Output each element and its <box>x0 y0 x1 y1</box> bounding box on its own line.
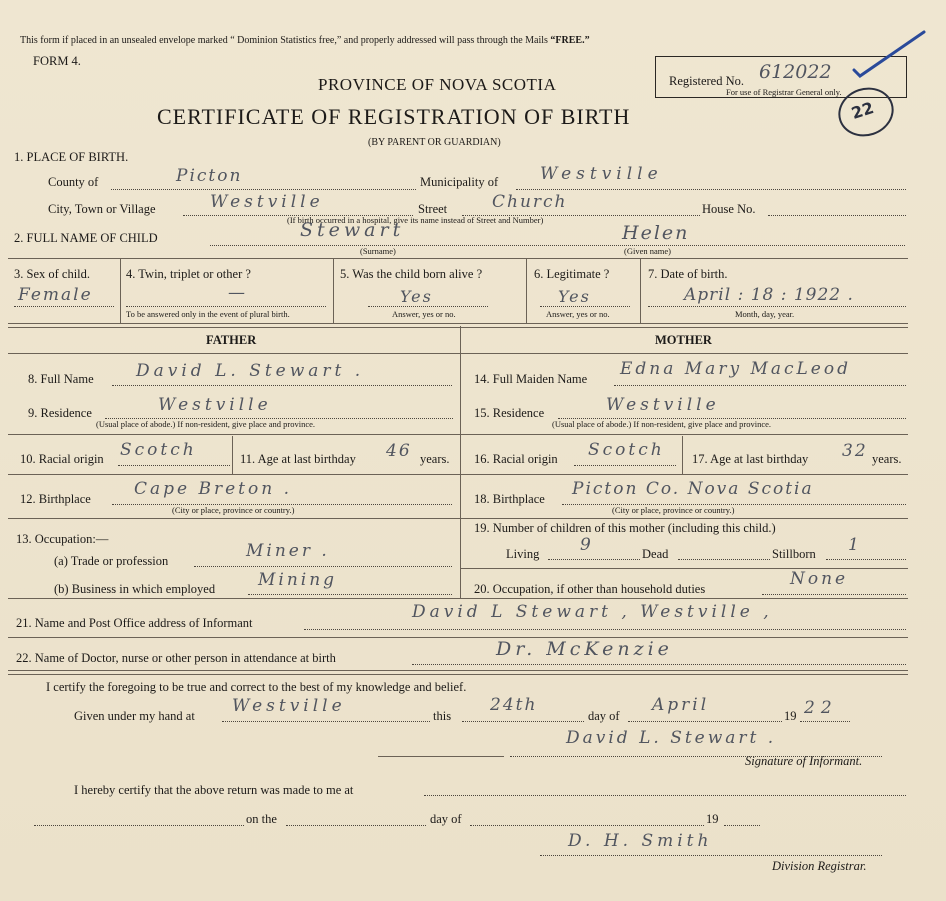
legitimate-note: Answer, yes or no. <box>546 309 610 319</box>
province-heading: PROVINCE OF NOVA SCOTIA <box>318 75 557 94</box>
occupation-heading: 13. Occupation:— <box>16 532 109 546</box>
registrar-signature: D. H. Smith <box>568 831 713 851</box>
father-age-divider <box>232 436 233 474</box>
father-racial-line <box>118 465 230 466</box>
child-surname-value: Stewart <box>300 219 405 241</box>
date-note: Month, day, year. <box>735 309 795 319</box>
trade-value: Miner . <box>246 541 330 561</box>
stillborn-line <box>826 559 906 560</box>
dead-label: Dead <box>642 547 669 561</box>
month-value: April <box>652 695 710 715</box>
mother-rule-1 <box>460 434 908 435</box>
mother-age-value: 32 <box>842 441 868 461</box>
registered-number: 612022 <box>759 61 832 83</box>
mother-name-line <box>614 385 906 386</box>
father-rule-1 <box>8 434 460 435</box>
county-label: County of <box>48 175 99 189</box>
parents-rule <box>8 323 908 328</box>
surname-caption: (Surname) <box>360 246 396 256</box>
row-divider-3 <box>526 258 527 323</box>
registrar-day-line <box>286 825 426 826</box>
registrar-signature-line <box>540 855 882 856</box>
mother-occupation-label: 20. Occupation, if other than household duties <box>474 582 706 596</box>
mother-residence-note: (Usual place of abode.) If non-resident, give place and province. <box>552 419 772 429</box>
date-value: April : 18 : 1922 . <box>684 285 854 305</box>
child-given-value: Helen <box>622 222 690 244</box>
alive-note: Answer, yes or no. <box>392 309 456 319</box>
municipality-value: Westville <box>540 164 663 184</box>
signature-stub-line <box>378 756 504 757</box>
father-name-value: David L. Stewart . <box>136 361 365 381</box>
mail-free-text: “FREE.” <box>550 35 590 46</box>
father-years-label: years. <box>420 452 450 466</box>
mail-note <box>20 36 590 46</box>
mother-rule-2 <box>460 474 908 475</box>
registrar-year-line <box>724 825 760 826</box>
mother-rule-3 <box>460 518 908 519</box>
informant-label: 21. Name and Post Office address of Informant <box>16 616 253 630</box>
alive-line <box>368 306 488 307</box>
year-line <box>800 721 850 722</box>
legitimate-line <box>540 306 630 307</box>
certification-rule <box>8 670 908 675</box>
month-line <box>628 721 782 722</box>
stillborn-label: Stillborn <box>772 547 816 561</box>
informant-rule <box>8 637 908 638</box>
mother-birthplace-value: Picton Co. Nova Scotia <box>572 479 814 499</box>
mother-occupation-line <box>762 594 906 595</box>
stamp-mark: 22 <box>848 98 877 123</box>
doctor-line <box>412 664 906 665</box>
year-prefix-label: 19 <box>784 709 797 723</box>
form-number: FORM 4. <box>33 54 81 68</box>
date-line <box>648 306 906 307</box>
day-of-label: day of <box>588 709 620 723</box>
street-label: Street <box>418 202 448 216</box>
living-value: 9 <box>580 535 593 555</box>
certificate-subtitle: (BY PARENT OR GUARDIAN) <box>368 137 501 148</box>
city-label: City, Town or Village <box>48 202 156 216</box>
on-the-label: on the <box>246 812 277 826</box>
living-line <box>548 559 640 560</box>
living-label: Living <box>506 547 540 561</box>
day-line <box>462 721 584 722</box>
certify-statement: I certify the foregoing to be true and correct to the best of my knowledge and belief. <box>46 680 467 694</box>
county-line <box>111 189 416 190</box>
row-divider-2 <box>333 258 334 323</box>
mother-racial-label: 16. Racial origin <box>474 452 558 466</box>
house-label: House No. <box>702 202 756 216</box>
doctor-label: 22. Name of Doctor, nurse or other person in attendance at birth <box>16 651 336 665</box>
mother-birthplace-label: 18. Birthplace <box>474 492 545 506</box>
sex-label: 3. Sex of child. <box>14 267 91 281</box>
registrar-place-line <box>424 795 906 796</box>
twin-value: — <box>228 283 247 303</box>
twin-note: To be answered only in the event of plural birth. <box>126 309 290 319</box>
mother-residence-label: 15. Residence <box>474 406 545 420</box>
father-residence-value: Westville <box>158 395 272 415</box>
mother-occupation-value: None <box>790 569 849 589</box>
doctor-value: Dr. McKenzie <box>496 638 673 660</box>
parents-bottom-rule <box>8 598 908 599</box>
trade-label: (a) Trade or profession <box>54 554 169 568</box>
hospital-note: (If birth occurred in a hospital, give its name instead of Street and Number) <box>287 215 544 225</box>
mother-age-label: 17. Age at last birthday <box>692 452 809 466</box>
given-place-line <box>222 721 430 722</box>
father-rule-2 <box>8 474 460 475</box>
city-value: Westville <box>210 192 324 212</box>
municipality-label: Municipality of <box>420 175 499 189</box>
informant-signature: David L. Stewart . <box>566 728 777 748</box>
father-residence-note: (Usual place of abode.) If non-resident, give place and province. <box>96 419 316 429</box>
mother-name-label: 14. Full Maiden Name <box>474 372 588 386</box>
given-place-value: Westville <box>232 696 346 716</box>
informant-line <box>304 629 906 630</box>
stillborn-value: 1 <box>848 535 861 555</box>
sex-value: Female <box>18 285 93 305</box>
child-name-line <box>210 245 905 246</box>
twin-label: 4. Twin, triplet or other ? <box>126 267 251 281</box>
registrar-year-prefix: 19 <box>706 812 719 826</box>
row-divider-1 <box>120 258 121 323</box>
father-heading: FATHER <box>206 333 257 347</box>
registered-label: Registered No. <box>669 74 744 88</box>
trade-line <box>194 566 452 567</box>
child-name-label: 2. FULL NAME OF CHILD <box>14 231 158 245</box>
sex-line <box>14 306 114 307</box>
father-age-value: 46 <box>386 441 412 461</box>
registrar-place-line-2 <box>34 825 244 826</box>
informant-value: David L Stewart , Westville , <box>412 602 773 622</box>
mother-residence-value: Westville <box>606 395 720 415</box>
father-racial-value: Scotch <box>120 440 197 460</box>
father-residence-label: 9. Residence <box>28 406 92 420</box>
mail-note-text: This form if placed in an unsealed envelope marked “ Dominion Statistics free,” and properly addressed will pass through the Mails <box>20 35 548 46</box>
alive-label: 5. Was the child born alive ? <box>340 267 483 281</box>
year-value: 22 <box>804 698 838 718</box>
father-age-label: 11. Age at last birthday <box>240 452 356 466</box>
registrar-day-of-label: day of <box>430 812 462 826</box>
heading-rule <box>8 353 908 354</box>
business-label: (b) Business in which employed <box>54 582 216 596</box>
house-line <box>768 215 906 216</box>
registrar-month-line <box>470 825 704 826</box>
parents-divider <box>460 326 461 598</box>
county-value: Picton <box>176 166 243 186</box>
twin-line <box>126 306 326 307</box>
mother-racial-line <box>574 465 676 466</box>
given-label: Given under my hand at <box>74 709 195 723</box>
day-value: 24th <box>490 695 538 715</box>
date-label: 7. Date of birth. <box>648 267 728 281</box>
legitimate-label: 6. Legitimate ? <box>534 267 610 281</box>
mother-name-value: Edna Mary MacLeod <box>620 359 851 379</box>
this-label: this <box>433 709 452 723</box>
given-caption: (Given name) <box>624 246 671 256</box>
mother-racial-value: Scotch <box>588 440 665 460</box>
business-line <box>248 594 452 595</box>
check-mark-icon <box>850 28 930 78</box>
business-value: Mining <box>258 570 338 590</box>
alive-value: Yes <box>400 287 433 306</box>
father-rule-3 <box>8 518 460 519</box>
registrar-statement: I hereby certify that the above return was made to me at <box>74 783 354 797</box>
mother-heading: MOTHER <box>655 333 712 347</box>
legitimate-value: Yes <box>558 287 591 306</box>
row-rule-top <box>8 258 908 259</box>
municipality-line <box>516 189 906 190</box>
place-of-birth-heading: 1. PLACE OF BIRTH. <box>14 150 129 164</box>
father-birthplace-value: Cape Breton . <box>134 479 292 499</box>
father-racial-label: 10. Racial origin <box>20 452 104 466</box>
mother-age-divider <box>682 436 683 474</box>
father-birthplace-note: (City or place, province or country.) <box>172 505 295 515</box>
father-name-label: 8. Full Name <box>28 372 94 386</box>
registrar-caption: Division Registrar. <box>772 859 867 873</box>
mother-birthplace-note: (City or place, province or country.) <box>612 505 735 515</box>
father-birthplace-label: 12. Birthplace <box>20 492 91 506</box>
registrar-note: For use of Registrar General only. <box>726 87 842 97</box>
street-value: Church <box>492 192 568 212</box>
certificate-title: CERTIFICATE OF REGISTRATION OF BIRTH <box>157 104 631 129</box>
dead-line <box>678 559 770 560</box>
mother-years-label: years. <box>872 452 902 466</box>
father-name-line <box>112 385 452 386</box>
children-label: 19. Number of children of this mother (including this child.) <box>474 521 776 535</box>
informant-signature-caption: Signature of Informant. <box>745 754 863 768</box>
row-divider-4 <box>640 258 641 323</box>
